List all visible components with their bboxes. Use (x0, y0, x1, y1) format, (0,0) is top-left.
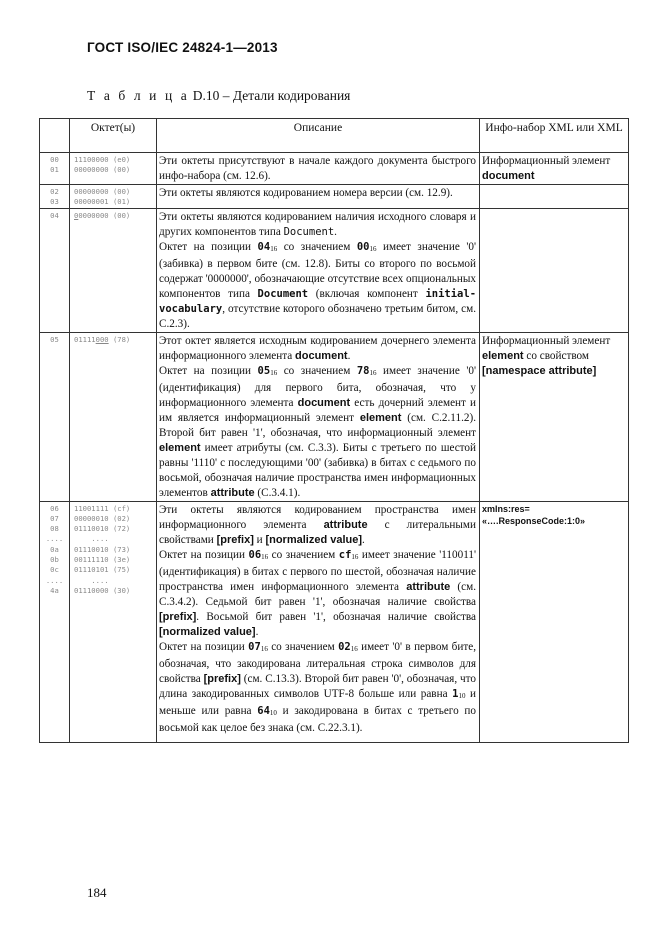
row-hex: 11001111 (cf) 00000010 (02) 01110010 (72) .... 01110010 (73) 00111110 (3e) 01110101 (75) .... 01110000 (30) (70, 501, 157, 742)
header-octets: Октет(ы) (70, 119, 157, 153)
row-offsets: 04 (40, 208, 70, 332)
row-infoset (480, 185, 629, 209)
header-offset (40, 119, 70, 153)
row-description: Эти октеты присутствуют в начале каждого документа быстрого инфо-набора (см. 12.6). (157, 153, 480, 185)
table-row (40, 208, 629, 332)
table-header-row (40, 119, 629, 153)
row-offsets: 06 07 08 .... 0a 0b 0c .... 4a (40, 501, 70, 742)
table-row (40, 185, 629, 209)
encoding-details-table (39, 118, 629, 743)
row-hex: 00000000 (00) (70, 208, 157, 332)
table-row (40, 501, 629, 742)
row-offsets: 05 (40, 332, 70, 501)
row-description: Этот октет является исходным кодированием дочернего элемента информационного элемента document. Октет на позиции $05_{16}$ со значением $78_{16}$ имеет значение '0' (идентификация) для первого бита, обозначая, что у информационного элемента document есть дочерний элемент и им является информационный элемент element (см. С.2.11.2). Второй бит равен '1', обозначая, что информационный элемент element имеет атрибуты (см. С.3.3). Биты с третьего по шестой равны '1110' с последующими '00' (забивка) в битах с седьмого по восьмой, обозначая наличие пространства имен информационных элементов attribute (С.3.4.1). (157, 332, 480, 501)
row-offsets: 02 03 (40, 185, 70, 209)
row-infoset: xmlns:res= «….ResponseCode:1:0» (480, 501, 629, 742)
page-number: 184 (87, 885, 107, 900)
row-infoset (480, 208, 629, 332)
caption-prefix: Т а б л и ц а (87, 88, 190, 103)
caption-number: D.10 (192, 88, 220, 103)
header-description: Описание (157, 119, 480, 153)
table-caption (87, 88, 350, 104)
row-description: Эти октеты являются кодированием номера версии (см. 12.9). (157, 185, 480, 209)
document-header: ГОСТ ISO/IEC 24824-1—2013 (87, 40, 278, 55)
caption-title: – Детали кодирования (222, 88, 351, 103)
table-row (40, 153, 629, 185)
row-hex: 11100000 (e0) 00000000 (00) (70, 153, 157, 185)
row-description: Эти октеты являются кодированием наличия исходного словаря и других компонентов типа Document. Октет на позиции $04_{16}$ со значением $00_{16}$ имеет значение '0' (забивка) в первом бите (см. 12.8). Биты со второго по восьмой содержат '0000000', обозначающие отсутствие всех опциональных компонентов типа Document (включая компонент initial-vocabulary, отсутствие которого обозначено третьим битом, см. С.2.3). (157, 208, 480, 332)
row-offsets: 00 01 (40, 153, 70, 185)
row-hex: 01111000 (78) (70, 332, 157, 501)
table-row (40, 332, 629, 501)
row-hex: 00000000 (00) 00000001 (01) (70, 185, 157, 209)
header-infoset: Инфо-набор XML или XML (480, 119, 629, 153)
row-description: Эти октеты являются кодированием пространства имен информационного элемента attribute с литеральными свойствами [prefix] и [normalized value]. Октет на позиции $06_{16}$ со значением $cf_{16}$ имеет значение '110011' (идентификация) в битах с первого по шестой, обозначая наличие пространства имен информационного элемента attribute (см. С.3.4.2). Седьмой бит равен '1', обозначая наличие свойства [prefix]. Восьмой бит равен '1', обозначая наличие свойства [normalized value]. Октет на позиции $07_{16}$ со значением $02_{16}$ имеет '0' в первом бите, обозначая, что закодирована литеральная строка символов для свойства [prefix] (см. С.13.3). Второй бит равен '0', обозначая, что длина закодированных символов UTF-8 больше или равна $1_{10}$ и меньше или равна $64_{10}$ и закодирована в битах с третьего по восьмой как целое без знака (см. С.22.3.1). (157, 501, 480, 742)
row-infoset: Информационный элемент document (480, 153, 629, 185)
row-infoset: Информационный элемент element со свойством [namespace attribute] (480, 332, 629, 501)
